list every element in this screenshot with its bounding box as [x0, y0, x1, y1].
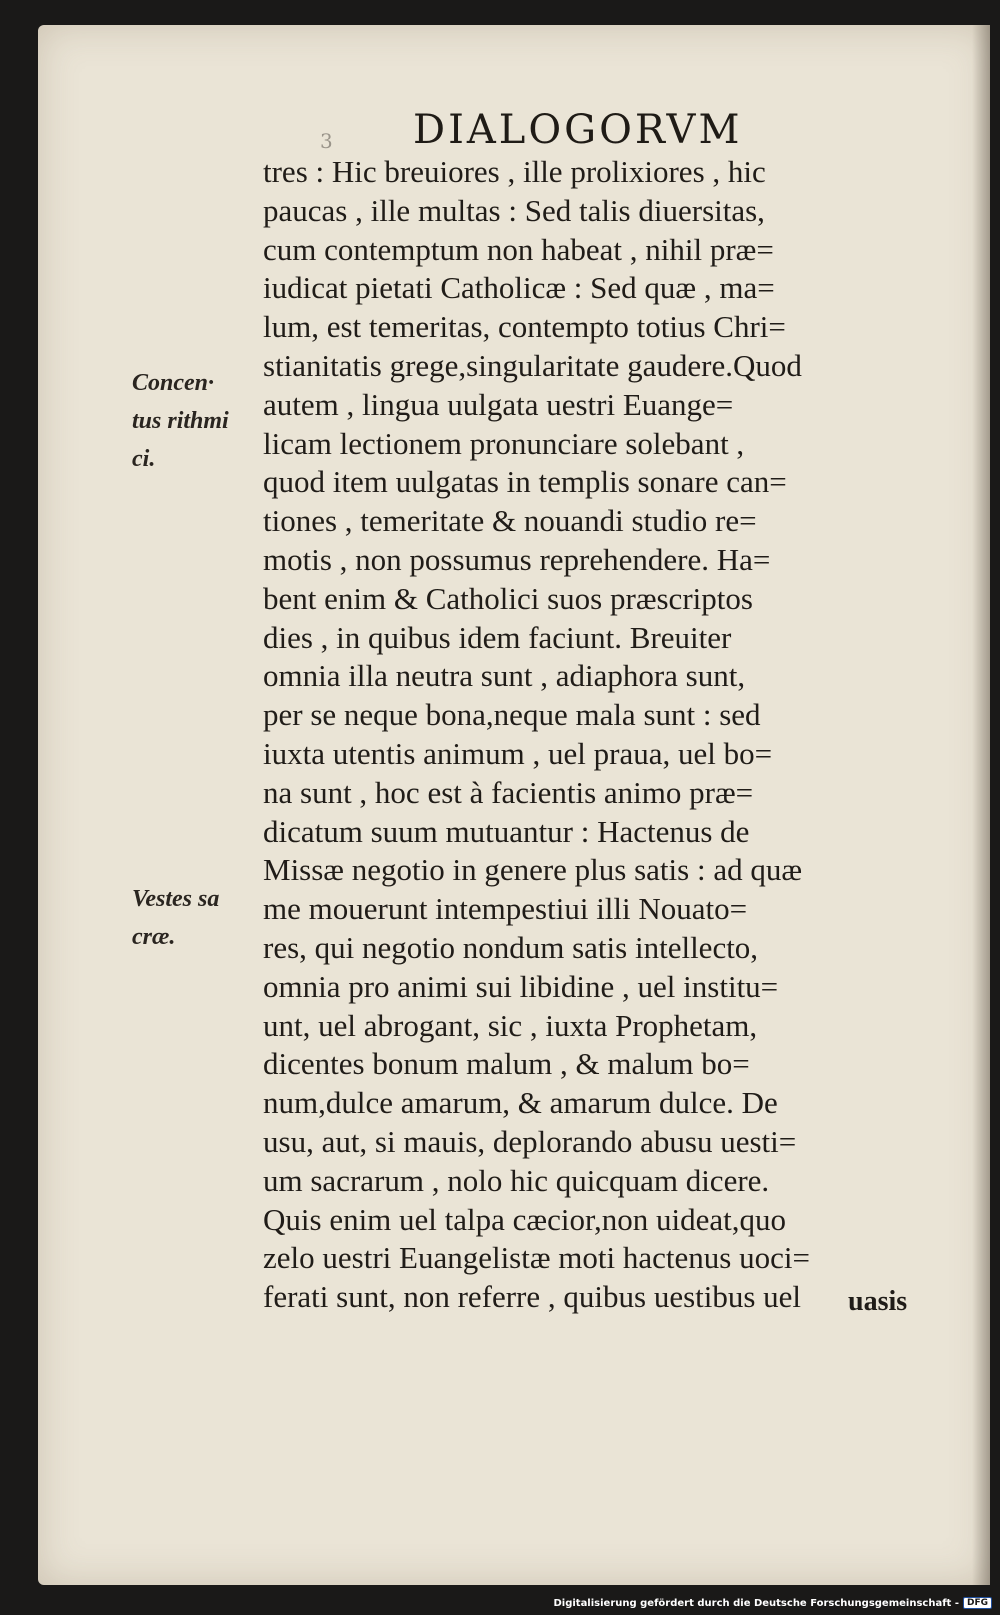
digitization-credit — [553, 1594, 992, 1612]
text-line: motis , non possumus reprehendere. Ha= — [263, 541, 771, 577]
credit-text: Digitalisierung gefördert durch die Deutsche Forschungsgemeinschaft - — [553, 1597, 959, 1609]
page-number: 3 — [320, 129, 333, 153]
text-line: dicentes bonum malum , & malum bo= — [263, 1046, 750, 1082]
dfg-logo: DFG — [963, 1597, 992, 1609]
body-text — [263, 153, 963, 1317]
text-line: cum contemptum non habeat , nihil præ= — [263, 231, 774, 267]
text-line: stianitatis grege,singularitate gaudere.Quod — [263, 347, 802, 383]
text-line: dies , in quibus idem faciunt. Breuiter — [263, 619, 732, 655]
text-line: quod item uulgatas in templis sonare can= — [263, 464, 787, 500]
running-title: DIALOGORVM — [413, 107, 743, 153]
text-line: tres : Hic breuiores , ille prolixiores , hic — [263, 154, 766, 189]
text-line: tiones , temeritate & nouandi studio re= — [263, 503, 757, 539]
text-line: zelo uestri Euangelistæ moti hactenus uoci= — [263, 1240, 810, 1276]
catchword: uasis — [848, 1286, 908, 1317]
text-line: iuxta utentis animum , uel praua, uel bo= — [263, 735, 773, 771]
text-line: res, qui negotio nondum satis intellecto, — [263, 929, 759, 965]
text-line: ferati sunt, non referre , quibus uestibus uel — [263, 1279, 802, 1315]
text-line: num,dulce amarum, & amarum dulce. De — [263, 1085, 778, 1121]
text-line: dicatum suum mutuantur : Hactenus de — [263, 813, 750, 849]
text-line: omnia pro animi sui libidine , uel institu= — [263, 968, 779, 1004]
margin-note-vestes: Vestes sa cræ. — [132, 886, 220, 950]
text-line: me mouerunt intempestiui illi Nouato= — [263, 891, 748, 927]
text-line: omnia illa neutra sunt , adiaphora sunt, — [263, 658, 746, 694]
text-line: na sunt , hoc est à facientis animo præ= — [263, 774, 754, 810]
text-line: licam lectionem pronunciare solebant , — [263, 425, 745, 461]
margin-note-concentus: Concen· tus rithmi ci. — [132, 370, 229, 472]
text-line: per se neque bona,neque mala sunt : sed — [263, 697, 761, 733]
text-line: bent enim & Catholici suos præscriptos — [263, 580, 753, 616]
text-line: unt, uel abrogant, sic , iuxta Prophetam, — [263, 1007, 758, 1043]
text-line: um sacrarum , nolo hic quicquam dicere. — [263, 1162, 770, 1198]
text-line: iudicat pietati Catholicæ : Sed quæ , ma= — [263, 270, 775, 306]
text-line: paucas , ille multas : Sed talis diuersitas, — [263, 192, 765, 228]
text-line: Missæ negotio in genere plus satis : ad quæ — [263, 852, 803, 888]
text-line: Quis enim uel talpa cæcior,non uideat,quo — [263, 1201, 787, 1237]
text-line: autem , lingua uulgata uestri Euange= — [263, 386, 734, 422]
text-line: lum, est temeritas, contempto totius Chri= — [263, 309, 786, 345]
text-line: usu, aut, si mauis, deplorando abusu uesti= — [263, 1123, 797, 1159]
